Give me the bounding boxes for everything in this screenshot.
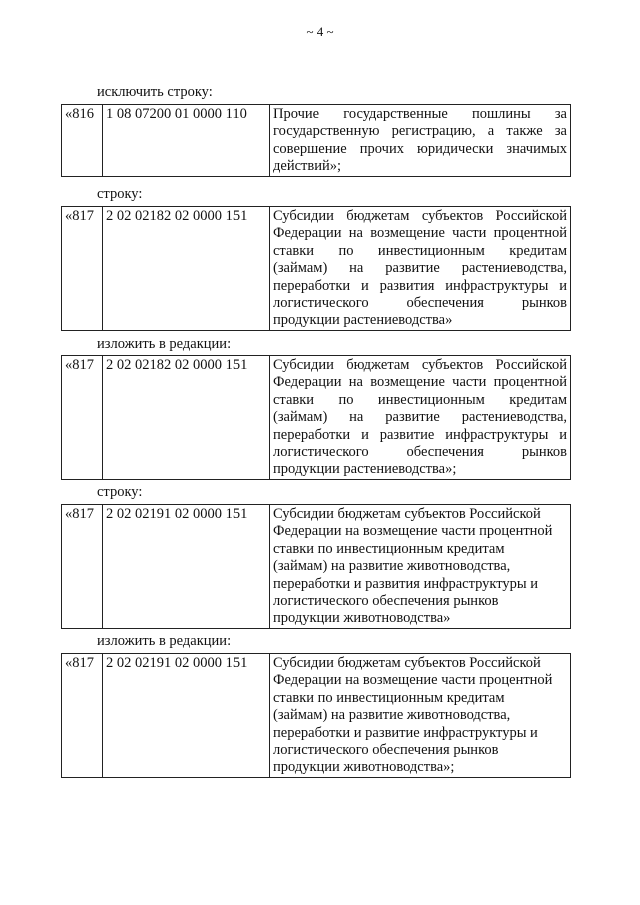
description-line: ставки по инвестиционным кредитам [273,242,567,259]
description-line: Субсидии бюджетам субъектов Российской [273,208,567,224]
budget-code: 2 02 02182 02 0000 151 [103,207,270,331]
description-line: государственную регистрацию, а также за [273,123,567,140]
budget-code: 2 02 02182 02 0000 151 [103,356,270,480]
description-line: логистического обеспечения рынков [273,295,567,312]
description-line: Субсидии бюджетам субъектов Российской [273,506,541,522]
row-description [270,654,571,778]
description-line: (займам) на развитие растениеводства, [273,409,567,426]
description-line: переработки и развитие инфраструктуры и [273,724,538,741]
budget-code: 2 02 02191 02 0000 151 [103,505,270,629]
description-line: Субсидии бюджетам субъектов Российской [273,357,567,373]
caption-row: строку: [97,484,143,500]
row-description [270,207,571,331]
row-description [270,505,571,629]
row-number: «817 [62,654,103,778]
description-line: ставки по инвестиционным кредитам [273,689,505,706]
description-line: ставки по инвестиционным кредитам [273,540,505,557]
description-line: (займам) на развитие животноводства, [273,707,511,724]
code-row-table-817-livestock-new [61,653,571,778]
description-line: (займам) на развитие растениеводства, [273,260,567,277]
caption-new-edition: изложить в редакции: [97,336,232,352]
description-line: логистического обеспечения рынков [273,444,567,461]
row-number: «817 [62,356,103,480]
code-row-table-817-livestock-old [61,504,571,629]
description-line: (займам) на развитие животноводства, [273,558,511,575]
row-number: «817 [62,207,103,331]
description-line: действий»; [273,158,341,175]
description-line: Федерации на возмещение части процентной [273,374,567,391]
description-line: логистического обеспечения рынков [273,593,499,610]
budget-code: 1 08 07200 01 0000 110 [103,105,270,177]
code-row-table-816 [61,104,571,177]
description-line: продукции животноводства»; [273,759,455,776]
description-line: продукции растениеводства»; [273,461,457,478]
description-line: Федерации на возмещение части процентной [273,225,567,242]
table-row [62,105,571,177]
caption-exclude-row: исключить строку: [97,84,213,100]
caption-new-edition: изложить в редакции: [97,633,232,649]
row-number: «817 [62,505,103,629]
caption-row: строку: [97,186,143,202]
description-line: логистического обеспечения рынков [273,742,499,759]
code-row-table-817-plant-new [61,355,571,480]
description-line: продукции животноводства» [273,610,451,627]
description-line: переработки и развитие инфраструктуры и [273,426,567,443]
description-line: переработки и развития инфраструктуры и [273,277,567,294]
table-row [62,207,571,331]
row-description [270,105,571,177]
table-row [62,654,571,778]
table-row [62,356,571,480]
budget-code: 2 02 02191 02 0000 151 [103,654,270,778]
description-line: совершение прочих юридически значимых [273,140,567,157]
description-line: Федерации на возмещение части процентной [273,672,553,689]
description-line: Прочие государственные пошлины за [273,106,567,122]
description-line: Федерации на возмещение части процентной [273,523,553,540]
row-description [270,356,571,480]
description-line: продукции растениеводства» [273,312,453,329]
description-line: переработки и развития инфраструктуры и [273,575,539,592]
description-line: Субсидии бюджетам субъектов Российской [273,655,541,671]
page-number: ~ 4 ~ [306,24,334,39]
row-number: «816 [62,105,103,177]
code-row-table-817-plant-old [61,206,571,331]
description-line: ставки по инвестиционным кредитам [273,391,567,408]
table-row [62,505,571,629]
